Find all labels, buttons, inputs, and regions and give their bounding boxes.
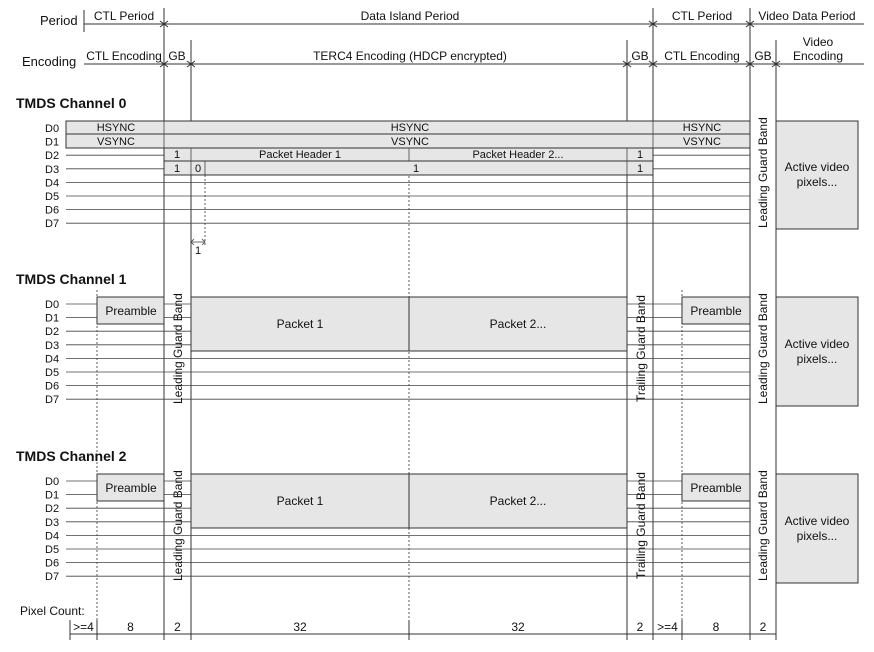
period-ctl-1: CTL Period <box>93 9 155 23</box>
ch2-leading-guard-1: Leading Guard Band <box>171 470 185 581</box>
channel-1-title: TMDS Channel 1 <box>16 271 127 287</box>
row-label-d4: D4 <box>45 530 60 543</box>
ch0-hsync-data: HSYNC <box>390 122 430 134</box>
ch1-preamble-2: Preamble <box>690 304 742 318</box>
ch1-trailing-guard: Trailing Guard Band <box>634 295 648 402</box>
tmds-channel-2 <box>16 448 858 583</box>
svg-text:pixels...: pixels... <box>796 529 838 543</box>
row-label-d4: D4 <box>45 177 60 190</box>
ch0-hsync-ctl2: HSYNC <box>682 122 722 134</box>
period-ctl-2: CTL Period <box>671 9 733 23</box>
ch0-d2-bit-left: 1 <box>173 149 181 161</box>
ch2-preamble-1: Preamble <box>105 481 157 495</box>
ch2-preamble-2: Preamble <box>690 481 742 495</box>
ch0-width-marker <box>191 239 205 257</box>
row-label-d4: D4 <box>45 353 60 366</box>
channel-0-title: TMDS Channel 0 <box>16 95 127 111</box>
tmds-channel-0 <box>16 95 858 257</box>
row-label-d5: D5 <box>45 191 60 203</box>
ch2-video-label: Active video <box>784 514 850 528</box>
row-label-d7: D7 <box>45 394 60 407</box>
pixel-count-row <box>20 604 776 640</box>
pixel-count-value: 32 <box>511 620 525 634</box>
svg-text:pixels...: pixels... <box>796 175 838 189</box>
row-label-d6: D6 <box>45 204 60 217</box>
row-label-d2: D2 <box>45 503 60 516</box>
ch0-d2-bit-right: 1 <box>636 149 644 161</box>
pixel-count-value: >=4 <box>657 620 678 634</box>
period-label: Period <box>40 13 78 28</box>
row-label-d5: D5 <box>45 544 60 556</box>
tmds-channel-1 <box>16 271 858 406</box>
ch1-leading-guard-2: Leading Guard Band <box>756 293 770 404</box>
row-label-d7: D7 <box>45 218 60 231</box>
channel-1-row-labels <box>45 299 59 406</box>
period-video-data: Video Data Period <box>758 9 856 23</box>
row-label-d3: D3 <box>45 163 60 176</box>
ch1-video-label: Active video <box>784 337 850 351</box>
encoding-gb-3: GB <box>754 49 772 63</box>
ch1-leading-guard-1: Leading Guard Band <box>171 293 185 404</box>
period-data-island: Data Island Period <box>360 9 460 23</box>
ch2-packet-2: Packet 2... <box>489 494 547 508</box>
row-label-d5: D5 <box>45 367 60 379</box>
row-label-d6: D6 <box>45 380 60 393</box>
encoding-ctl-2: CTL Encoding <box>664 49 740 63</box>
ch2-leading-guard-2: Leading Guard Band <box>756 470 770 581</box>
ch2-trailing-guard: Trailing Guard Band <box>634 472 648 579</box>
ch0-video-label: Active video <box>784 160 850 174</box>
encoding-gb-2: GB <box>631 49 649 63</box>
encoding-gb-1: GB <box>168 49 186 63</box>
pixel-count-value: 2 <box>759 620 767 634</box>
encoding-label: Encoding <box>22 54 77 69</box>
ch0-vsync-ctl2: VSYNC <box>683 136 721 148</box>
pixel-count-value: 8 <box>712 620 720 634</box>
row-label-d2: D2 <box>45 326 60 339</box>
pixel-count-label: Pixel Count: <box>20 604 85 618</box>
row-label-d2: D2 <box>45 150 60 163</box>
pixel-count-value: 2 <box>636 620 644 634</box>
row-label-d7: D7 <box>45 571 60 584</box>
row-label-d3: D3 <box>45 516 60 529</box>
encoding-terc4: TERC4 Encoding (HDCP encrypted) <box>313 49 507 63</box>
pixel-count-value: 32 <box>293 620 307 634</box>
row-label-d1: D1 <box>45 489 60 502</box>
ch1-packet-2: Packet 2... <box>489 317 547 331</box>
row-label-d0: D0 <box>45 476 60 488</box>
ch0-hsync-ctl1: HSYNC <box>96 122 136 134</box>
row-label-d0: D0 <box>45 299 60 311</box>
row-label-d1: D1 <box>45 312 60 325</box>
row-label-d3: D3 <box>45 339 60 352</box>
ch0-d3-bit-zero: 0 <box>194 163 202 175</box>
encoding-video: Video Encoding <box>792 35 844 63</box>
row-label-d1: D1 <box>45 136 60 149</box>
ch1-packet-1: Packet 1 <box>276 317 324 331</box>
svg-text:pixels...: pixels... <box>796 352 838 366</box>
row-label-d6: D6 <box>45 557 60 570</box>
ch0-leading-guard-label: Leading Guard Band <box>756 117 770 228</box>
pixel-count-values <box>73 620 767 634</box>
pixel-count-value: 8 <box>127 620 134 634</box>
channel-2-row-labels <box>45 476 59 583</box>
pixel-count-value: >=4 <box>73 620 94 634</box>
ch0-packet-header-1: Packet Header 1 <box>259 149 341 161</box>
svg-text:1: 1 <box>194 245 202 257</box>
ch0-packet-header-2: Packet Header 2... <box>472 149 564 161</box>
ch0-vsync-data: VSYNC <box>391 136 429 148</box>
ch0-d3-bit-right: 1 <box>636 163 644 175</box>
ch0-vsync-ctl1: VSYNC <box>97 136 135 148</box>
ch1-preamble-1: Preamble <box>105 304 157 318</box>
channel-2-title: TMDS Channel 2 <box>16 448 127 464</box>
pixel-count-value: 2 <box>174 620 181 634</box>
ch2-packet-1: Packet 1 <box>276 494 324 508</box>
ch0-d3-bit-mid: 1 <box>412 163 420 175</box>
row-label-d0: D0 <box>45 123 60 135</box>
channel-0-row-labels <box>45 123 59 230</box>
encoding-ctl-1: CTL Encoding <box>86 49 162 63</box>
ch0-d3-bit-left: 1 <box>173 163 181 175</box>
